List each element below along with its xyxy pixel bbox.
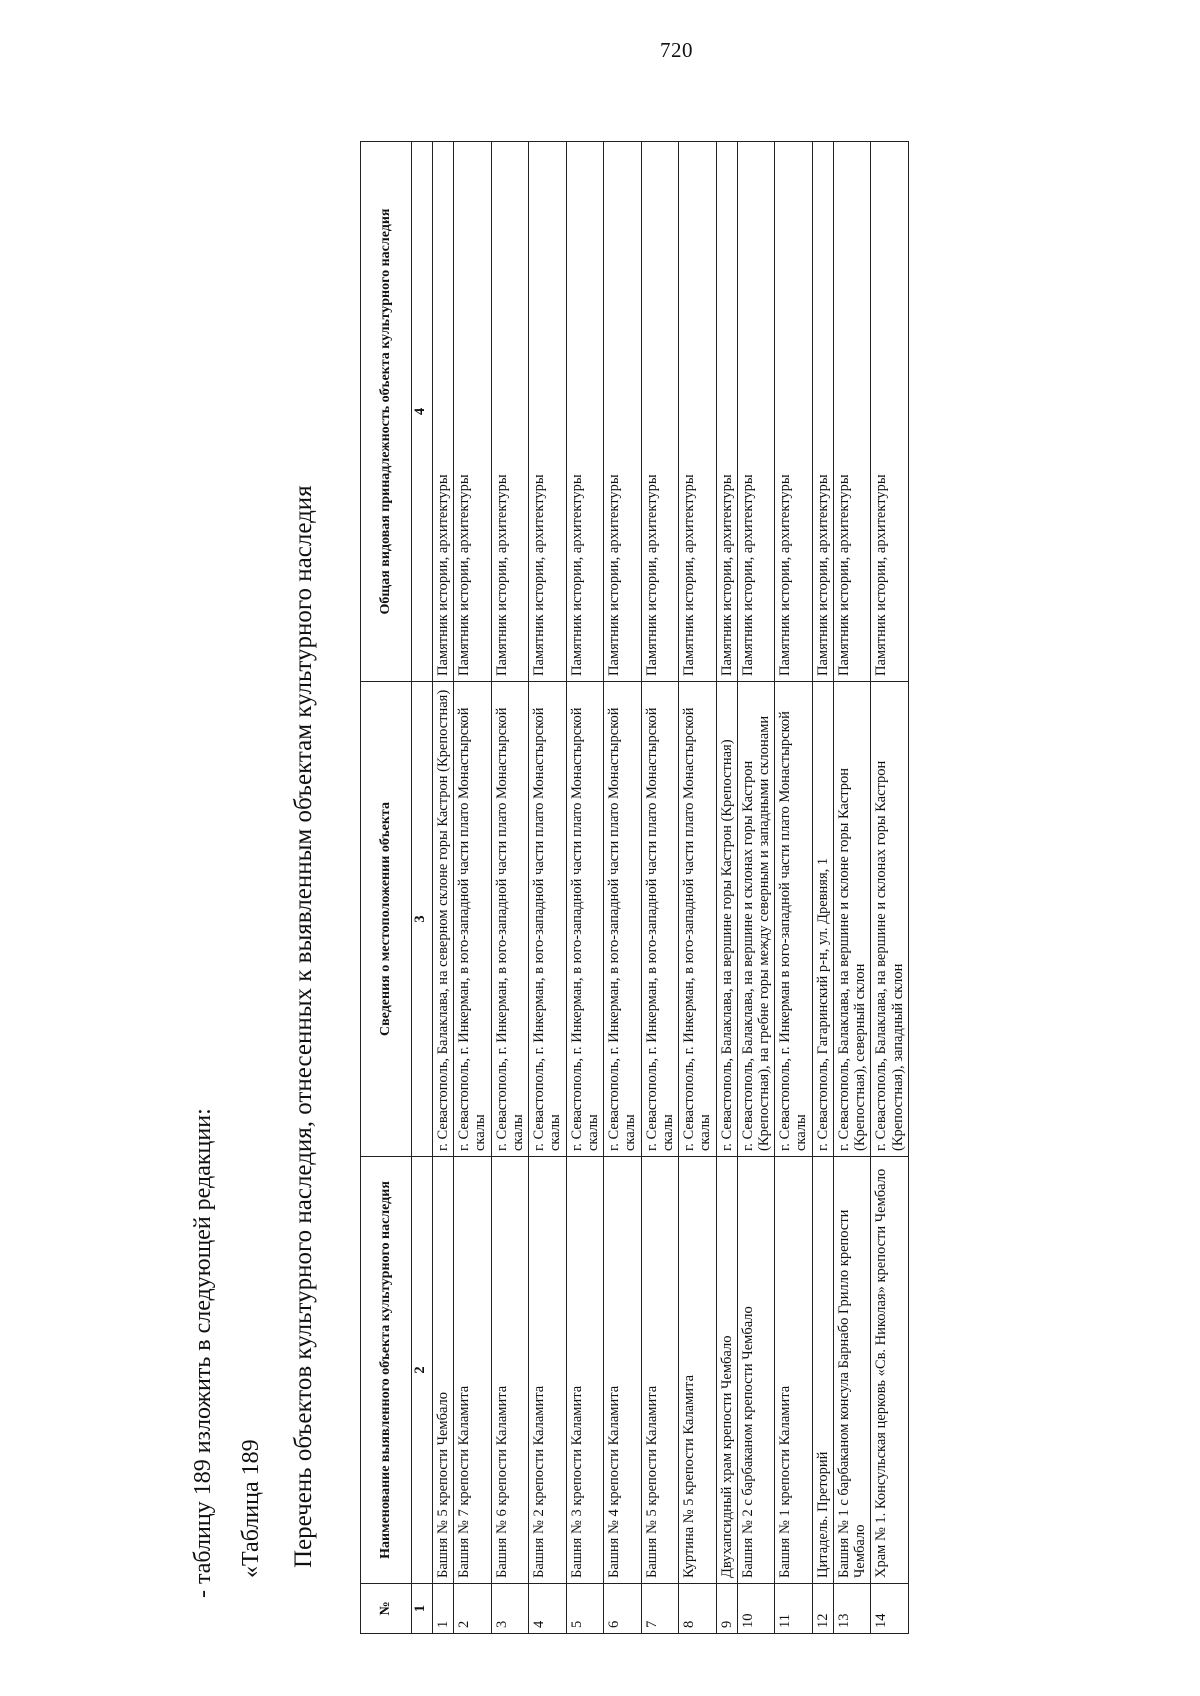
object-location: г. Севастополь, г. Инкерман, в юго-западной части плато Монастырской скалы <box>604 682 641 1157</box>
column-number-row <box>412 142 433 1634</box>
row-number: 14 <box>871 1584 908 1634</box>
object-name: Цитадель. Преторий <box>812 1157 833 1584</box>
object-type: Памятник истории, архитектуры <box>716 142 737 682</box>
rotated-page-content <box>190 78 1190 1638</box>
object-location: г. Севастополь, г. Инкерман, в юго-западной части плато Монастырской скалы <box>454 682 491 1157</box>
page-number: 720 <box>660 38 693 62</box>
object-name: Храм № 1. Консульская церковь «Св. Николая» крепости Чембало <box>871 1157 908 1584</box>
object-type: Памятник истории, архитектуры <box>454 142 491 682</box>
object-location: г. Севастополь, Балаклава, на вершине горы Кастрон (Крепостная) <box>716 682 737 1157</box>
table-row <box>737 142 774 1634</box>
object-type: Памятник истории, архитектуры <box>529 142 566 682</box>
heritage-table <box>360 141 909 1634</box>
intro-text: - таблицу 189 изложить в следующей редакции: <box>190 1108 216 1598</box>
object-type: Памятник истории, архитектуры <box>812 142 833 682</box>
row-number: 3 <box>491 1584 528 1634</box>
row-number: 11 <box>775 1584 812 1634</box>
table-row <box>641 142 678 1634</box>
header-location: Сведения о местоположении объекта <box>361 682 412 1157</box>
object-location: г. Севастополь, г. Инкерман, в юго-западной части плато Монастырской скалы <box>679 682 716 1157</box>
column-number: 3 <box>412 682 433 1157</box>
object-location: г. Севастополь, Балаклава, на вершине и склонах горы Кастрон (Крепостная), западный склон <box>871 682 908 1157</box>
header-name: Наименование выявленного объекта культурного наследия <box>361 1157 412 1584</box>
object-location: г. Севастополь, г. Инкерман, в юго-западной части плато Монастырской скалы <box>641 682 678 1157</box>
table-row <box>454 142 491 1634</box>
object-name: Башня № 1 крепости Каламита <box>775 1157 812 1584</box>
object-name: Башня № 1 с барбаканом консула Барнабо Грилло крепости Чембало <box>833 1157 870 1584</box>
table-row <box>491 142 528 1634</box>
object-type: Памятник истории, архитектуры <box>775 142 812 682</box>
object-type: Памятник истории, архитектуры <box>491 142 528 682</box>
row-number: 12 <box>812 1584 833 1634</box>
header-type: Общая видовая принадлежность объекта культурного наследия <box>361 142 412 682</box>
table-header-row <box>361 142 412 1634</box>
object-name: Башня № 5 крепости Чембало <box>433 1157 454 1584</box>
table-title: Перечень объектов культурного наследия, отнесенных к выявленным объектам культурного наследия <box>290 485 317 1568</box>
row-number: 10 <box>737 1584 774 1634</box>
table-row <box>566 142 603 1634</box>
table-row <box>433 142 454 1634</box>
object-type: Памятник истории, архитектуры <box>641 142 678 682</box>
object-location: г. Севастополь, Балаклава, на северном склоне горы Кастрон (Крепостная) <box>433 682 454 1157</box>
table-row <box>604 142 641 1634</box>
object-type: Памятник истории, архитектуры <box>433 142 454 682</box>
object-type: Памятник истории, архитектуры <box>679 142 716 682</box>
column-number: 1 <box>412 1584 433 1634</box>
object-type: Памятник истории, архитектуры <box>833 142 870 682</box>
object-name: Башня № 7 крепости Каламита <box>454 1157 491 1584</box>
object-name: Двухапсидный храм крепости Чембало <box>716 1157 737 1584</box>
table-row <box>716 142 737 1634</box>
table-row <box>871 142 908 1634</box>
row-number: 2 <box>454 1584 491 1634</box>
row-number: 9 <box>716 1584 737 1634</box>
row-number: 7 <box>641 1584 678 1634</box>
row-number: 8 <box>679 1584 716 1634</box>
column-number: 4 <box>412 142 433 682</box>
table-row <box>812 142 833 1634</box>
row-number: 1 <box>433 1584 454 1634</box>
object-location: г. Севастополь, г. Инкерман, в юго-западной части плато Монастырской скалы <box>529 682 566 1157</box>
table-row <box>679 142 716 1634</box>
table-row <box>775 142 812 1634</box>
object-name: Башня № 2 крепости Каламита <box>529 1157 566 1584</box>
object-location: г. Севастополь, Балаклава, на вершине и склонах горы Кастрон (Крепостная), на гребне горы между северным и западными склонами <box>737 682 774 1157</box>
object-type: Памятник истории, архитектуры <box>871 142 908 682</box>
header-number: № <box>361 1584 412 1634</box>
row-number: 6 <box>604 1584 641 1634</box>
object-location: г. Севастополь, г. Инкерман, в юго-западной части плато Монастырской скалы <box>566 682 603 1157</box>
object-location: г. Севастополь, Балаклава, на вершине и склоне горы Кастрон (Крепостная), северный склон <box>833 682 870 1157</box>
object-name: Башня № 3 крепости Каламита <box>566 1157 603 1584</box>
column-number: 2 <box>412 1157 433 1584</box>
object-location: г. Севастополь, г. Инкерман, в юго-западной части плато Монастырской скалы <box>491 682 528 1157</box>
table-row <box>529 142 566 1634</box>
table-row <box>833 142 870 1634</box>
object-type: Памятник истории, архитектуры <box>566 142 603 682</box>
row-number: 13 <box>833 1584 870 1634</box>
object-name: Башня № 4 крепости Каламита <box>604 1157 641 1584</box>
object-name: Башня № 2 с барбаканом крепости Чембало <box>737 1157 774 1584</box>
object-name: Башня № 5 крепости Каламита <box>641 1157 678 1584</box>
table-body <box>433 142 909 1634</box>
object-type: Памятник истории, архитектуры <box>737 142 774 682</box>
table-label: «Таблица 189 <box>238 1439 264 1578</box>
object-type: Памятник истории, архитектуры <box>604 142 641 682</box>
object-location: г. Севастополь, г. Инкерман в юго-западной части плато Монастырской скалы <box>775 682 812 1157</box>
row-number: 5 <box>566 1584 603 1634</box>
object-location: г. Севастополь, Гагаринский р-н, ул. Древняя, 1 <box>812 682 833 1157</box>
row-number: 4 <box>529 1584 566 1634</box>
object-name: Куртина № 5 крепости Каламита <box>679 1157 716 1584</box>
object-name: Башня № 6 крепости Каламита <box>491 1157 528 1584</box>
